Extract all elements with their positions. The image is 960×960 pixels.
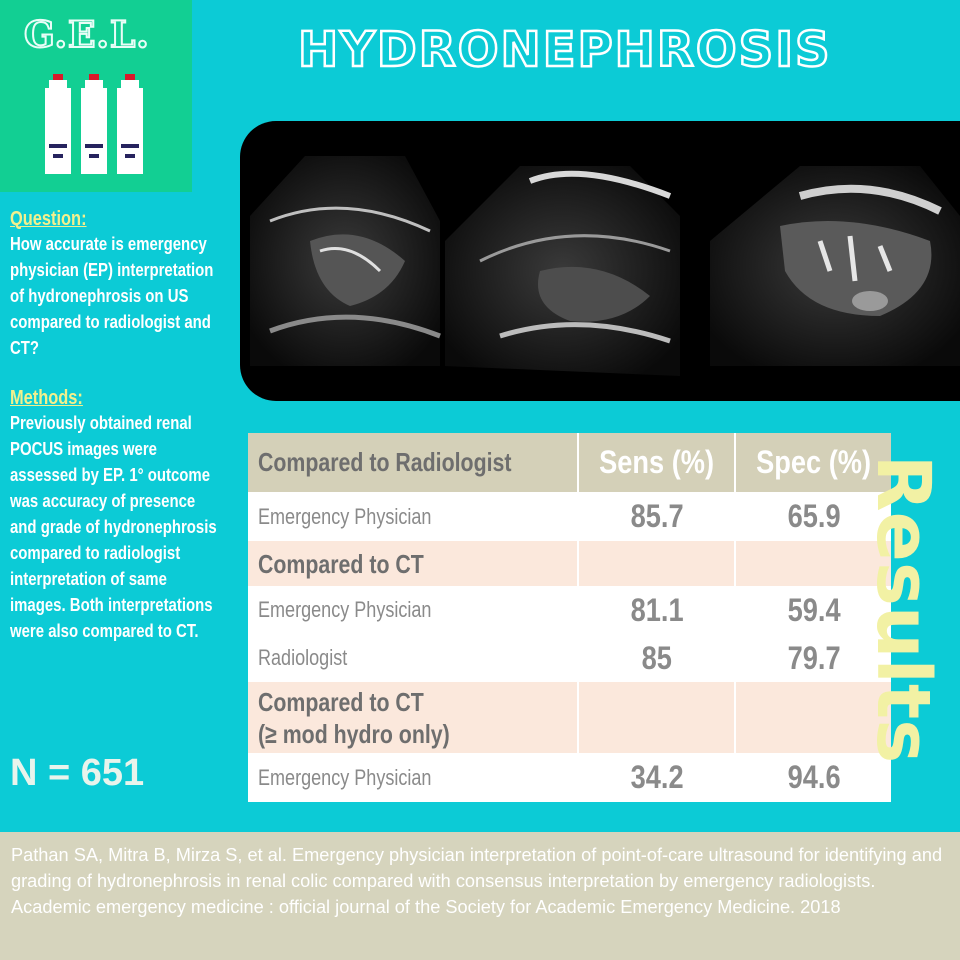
table-section-row — [248, 682, 891, 753]
table-row — [248, 753, 891, 802]
ultrasound-image-2 — [445, 166, 680, 376]
table-header-row — [248, 433, 891, 492]
methods-heading: Methods: — [10, 387, 83, 409]
section-label: Compared to CT — [258, 686, 424, 717]
methods-text: Previously obtained renal POCUS images were assessed by EP. 1° outcome was accuracy of presence and grade of hydronephrosis compared to radiologist interpretation of same images. Both interpretations were also compared to CT. — [10, 413, 217, 641]
citation-text: Pathan SA, Mitra B, Mirza S, et al. Emergency physician interpretation of point-of-care ultrasound for identifying and grading of hydronephrosis in renal colic compared with consensus interpretation by emergency radiologists. Academic emergency medicine : official journal of the Society for Academic Emergency Medicine. 2018 — [11, 845, 943, 917]
table-section-row — [248, 541, 891, 586]
sample-size: N = 651 — [10, 752, 145, 794]
gel-bottles-icon — [45, 74, 155, 174]
citation-footer — [0, 832, 960, 960]
header-spec: Spec (%) — [735, 433, 891, 492]
logo-text: G.E.L. — [24, 14, 150, 56]
spec-value: 79.7 — [735, 634, 891, 682]
row-label: Radiologist — [258, 645, 348, 670]
header-comparison: Compared to Radiologist — [248, 433, 578, 492]
ultrasound-images-panel — [240, 121, 960, 401]
gel-logo — [0, 0, 192, 192]
results-table — [248, 433, 891, 802]
table-row — [248, 586, 891, 634]
ultrasound-image-3 — [710, 166, 960, 366]
sens-value: 85.7 — [578, 492, 735, 541]
question-text: How accurate is emergency physician (EP) interpretation of hydronephrosis on US compared to radiologist and CT? — [10, 234, 214, 358]
spec-value: 65.9 — [735, 492, 891, 541]
sens-value: 81.1 — [578, 586, 735, 634]
sens-value: 34.2 — [578, 753, 735, 802]
row-label: Emergency Physician — [258, 764, 432, 790]
results-label: Results — [860, 454, 946, 764]
section-sublabel: (≥ mod hydro only) — [258, 718, 450, 749]
page-title: HYDRONEPHROSIS — [298, 22, 832, 78]
ultrasound-image-1 — [250, 156, 440, 366]
row-label: Emergency Physician — [258, 503, 432, 529]
header-sens: Sens (%) — [578, 433, 735, 492]
left-column — [10, 208, 225, 644]
section-label: Compared to CT — [258, 548, 424, 579]
table-row — [248, 634, 891, 682]
row-label: Emergency Physician — [258, 597, 432, 622]
spec-value: 59.4 — [735, 586, 891, 634]
sens-value: 85 — [578, 634, 735, 682]
table-row — [248, 492, 891, 541]
question-heading: Question: — [10, 208, 87, 230]
spec-value: 94.6 — [735, 753, 891, 802]
